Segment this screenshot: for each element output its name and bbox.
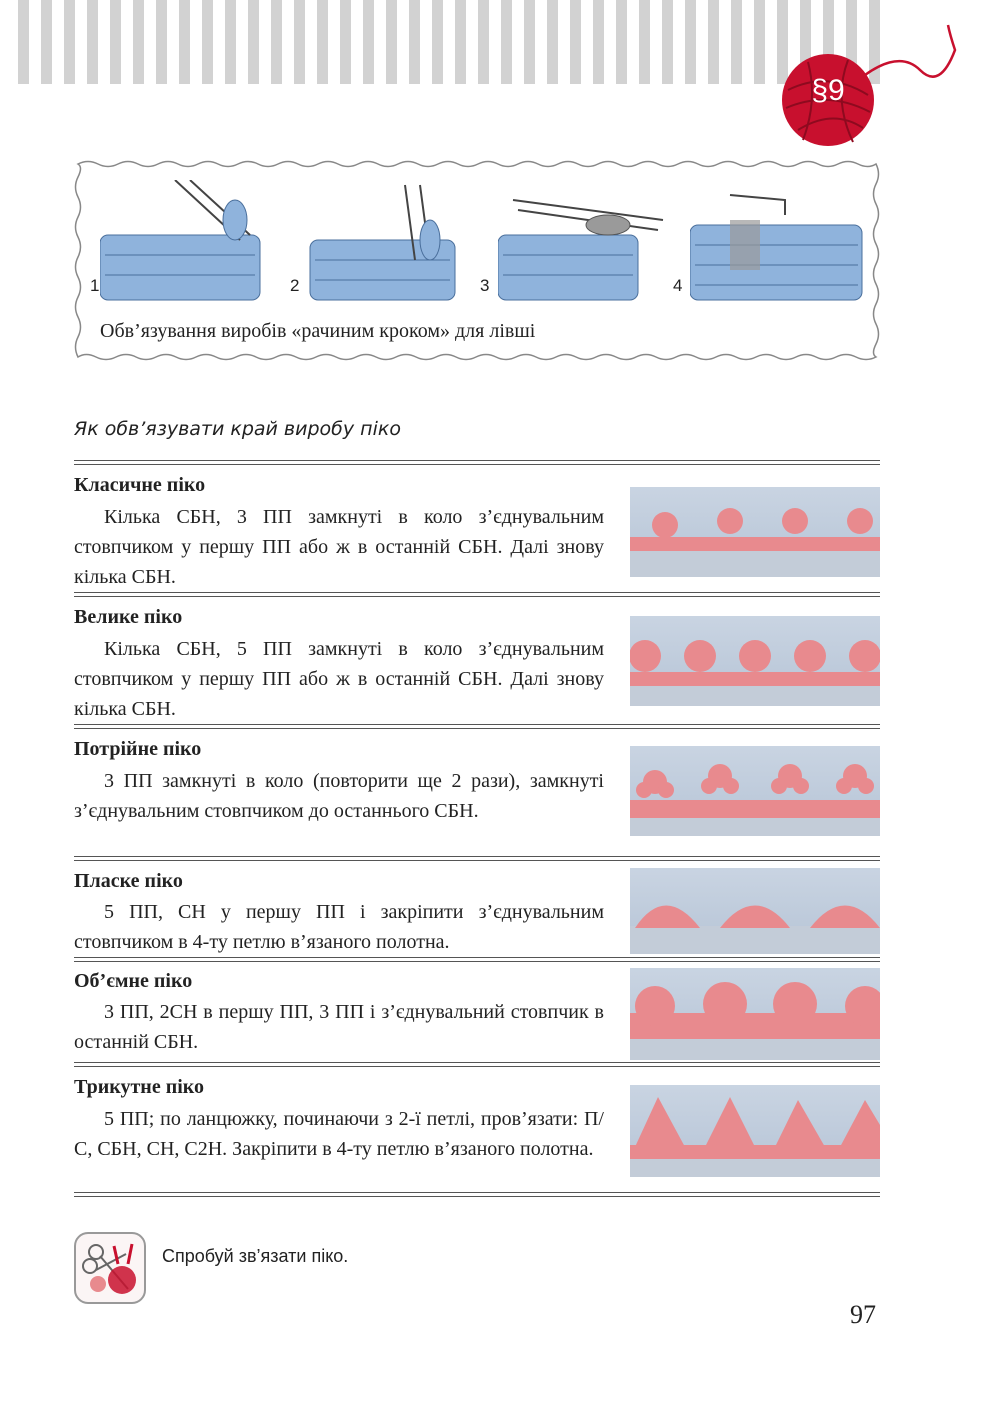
step-number: 1	[90, 276, 100, 295]
step-4-illustration	[690, 180, 875, 305]
triple-picot-photo	[630, 746, 880, 836]
table-rule	[74, 856, 880, 861]
step-number: 3	[480, 276, 490, 295]
large-picot-photo	[630, 616, 880, 706]
step-1-illustration	[100, 180, 285, 305]
row-description: 3 ПП, 2СН в першу ПП, 3 ПП і з’єднувальний стовпчик в останній СБН.	[74, 1001, 604, 1053]
step-number: 4	[673, 276, 683, 295]
page-number: 97	[850, 1300, 876, 1329]
scissors-yarn-icon	[74, 1232, 146, 1304]
row-title: Трикутне піко	[74, 1076, 205, 1098]
step-number: 2	[290, 276, 300, 295]
row-description: Кілька СБН, 3 ПП замкнуті в коло з’єднувальним стовпчиком у першу ПП або ж в останній СБН. Далі знову кілька СБН.	[74, 506, 604, 588]
row-title: Потрійне піко	[74, 738, 202, 760]
row-description: 3 ПП замкнуті в коло (повторити ще 2 рази), замкнуті з’єднувальним стовпчиком до останнього СБН.	[74, 770, 604, 822]
row-description: Кілька СБН, 5 ПП замкнуті в коло з’єднувальним стовпчиком у першу ПП або ж в останній СБН. Далі знову кілька СБН.	[74, 638, 604, 720]
row-title: Об’ємне піко	[74, 970, 193, 992]
table-rule	[74, 592, 880, 597]
row-title: Пласке піко	[74, 870, 183, 892]
bulky-picot-photo	[630, 968, 880, 1060]
tip-text: Спробуй зв’язати піко.	[162, 1246, 349, 1266]
classic-picot-photo	[630, 487, 880, 577]
flat-picot-photo	[630, 868, 880, 954]
table-rule	[74, 460, 880, 465]
row-description: 5 ПП, СН у першу ПП і закріпити з’єднувальним стовпчиком в 4-ту петлю в’язаного полотна.	[74, 901, 604, 953]
section-title: Як обв’язувати край виробу піко	[74, 418, 401, 440]
figure-caption: Обв’язування виробів «рачиним кроком» для лівші	[100, 320, 536, 342]
step-3-illustration	[498, 180, 683, 305]
triangle-picot-photo	[630, 1085, 880, 1177]
table-rule	[74, 1062, 880, 1067]
section-label: §9	[811, 74, 845, 107]
row-description: 5 ПП; по ланцюжку, починаючи з 2-ї петлі, пров’язати: П/С, СБН, СН, С2Н. Закріпити в 4-ту петлю в’язаного полотна.	[74, 1108, 604, 1160]
step-2-illustration	[305, 180, 490, 305]
row-title: Класичне піко	[74, 474, 206, 496]
row-title: Велике піко	[74, 606, 183, 628]
table-rule	[74, 957, 880, 962]
table-rule	[74, 724, 880, 729]
table-rule	[74, 1192, 880, 1197]
